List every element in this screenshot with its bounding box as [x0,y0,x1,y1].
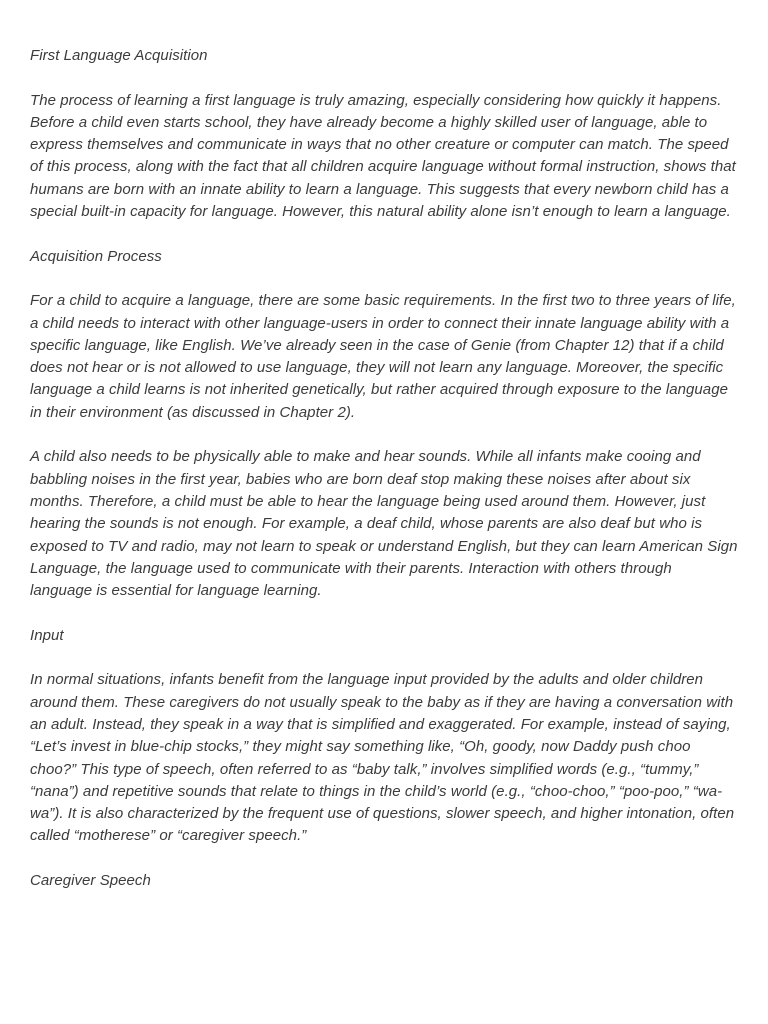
document-body [30,45,738,892]
acquisition-paragraph-2: A child also needs to be physically able to make and hear sounds. While all infants make cooing and babbling noises in the first year, babies who are born deaf stop making these noises after about six months. Therefore, a child must be able to hear the language being used around them. However, just hearing the sounds is not enough. For example, a deaf child, whose parents are also deaf but who is exposed to TV and radio, may not learn to speak or understand English, but they can learn American Sign Language, the language used to communicate with their parents. Interaction with others through language is essential for language learning. [30,448,738,600]
spacer [30,424,738,446]
intro-paragraph: The process of learning a first language is truly amazing, especially considering how quickly it happens. Before a child even starts school, they have already become a highly skilled user of language, able to express themselves and communicate in ways that no other creature or computer can match. The speed of this process, along with the fact that all children acquire language without formal instruction, shows that humans are born with an innate ability to learn a language. This suggests that every newborn child has a special built-in capacity for language. However, this natural ability alone isn’t enough to learn a language. [30,91,736,221]
acquisition-paragraph-1: For a child to acquire a language, there are some basic requirements. In the first two to three years of life, a child needs to interact with other language-users in order to connect their innate language ability with a specific language, like English. We’ve already seen in the case of Genie (from Chapter 12) that if a child does not hear or is not allowed to use language, they will not learn any language. Moreover, the specific language a child learns is not inherited genetically, but rather acquired through exposure to the language in their environment (as discussed in Chapter 2). [30,292,736,421]
spacer [30,602,738,624]
spacer [30,848,738,870]
section-heading-caregiver-speech: Caregiver Speech [30,871,151,889]
spacer [30,647,738,669]
spacer [30,268,738,290]
section-heading-input: Input [30,626,64,644]
document-title: First Language Acquisition [30,47,208,64]
input-paragraph-1: In normal situations, infants benefit from the language input provided by the adults and older children around them. These caregivers do not usually speak to the baby as if they are having a conversation with an adult. Instead, they speak in a way that is simplified and exaggerated. For example, instead of saying, “Let’s invest in blue-chip stocks,” they might say something like, “Oh, goody, now Daddy push choo choo?” This type of speech, often referred to as “baby talk,” involves simplified words (e.g., “tummy,” “nana”) and repetitive sounds that relate to things in the child’s world (e.g., “choo-choo,” “poo-poo,” “wa-wa”). It is also characterized by the frequent use of questions, slower speech, and higher intonation, often called “motherese” or “caregiver speech.” [30,671,735,845]
spacer [30,223,738,245]
section-heading-acquisition-process: Acquisition Process [30,247,162,265]
spacer [30,67,738,89]
